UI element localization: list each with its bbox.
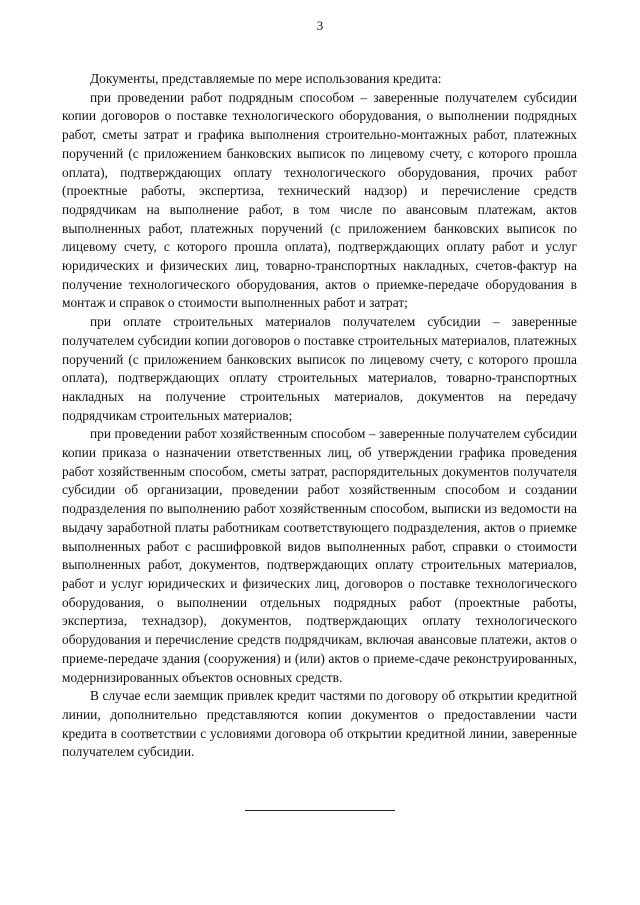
end-divider-line [245,810,395,811]
contractor-method-paragraph: при проведении работ подрядным способом – заверенные получателем субсидии копии договоров о поставке технологического оборудования, о выполнении подрядных работ, сметы затрат и графика выполнения строительно-монтажных работ, платежных поручений (с приложением банковских выписок по лицевому счету, с которого прошла оплата), подтверждающих оплату технологического оборудования, прочих работ (проектные работы, экспертиза, технический надзор) и перечисление средств подрядчикам на выполнение работ, в том числе по авансовым платежам, актов выполненных работ, платежных поручений (с приложением банковских выписок по лицевому счету, с которого прошла оплата), подтверждающих оплату работ и услуг юридических и физических лиц, товарно-транспортных накладных, счетов-фактур на получение технологического оборудования, актов о приемке-передаче оборудования в монтаж и справок о стоимости выполненных работ и затрат; [62,89,577,311]
page-number: 3 [316,18,324,33]
document-body [62,70,577,762]
in-house-method-paragraph: при проведении работ хозяйственным способом – заверенные получателем субсидии копии приказа о назначении ответственных лиц, об утверждении графика проведения работ хозяйственным способом, сметы затрат, распорядительных документов получателя субсидии об организации, проведении работ хозяйственным способом и создании подразделения по выполнению работ хозяйственным способом, выписки из ведомости на выдачу заработной платы работникам соответствующего подразделения, актов о приемке выполненных работ с расшифровкой видов выполненных работ, справки о стоимости выполненных работ, документов, подтверждающих оплату строительных материалов, работ и услуг юридических и физических лиц, договоров о поставке технологического оборудования, о выполнении отдельных подрядных работ (проектные работы, экспертиза, технадзор), документов, подтверждающих оплату технологического оборудования и перечисление средств подрядчикам, включая авансовые платежи, актов о приеме-передаче здания (сооружения) и (или) актов о приеме-сдаче реконструированных, модернизированных объектов основных средств. [62,426,577,685]
intro-paragraph: Документы, представляемые по мере использования кредита: [90,71,442,86]
credit-line-paragraph: В случае если заемщик привлек кредит частями по договору об открытии кредитной линии, дополнительно представляются копии документов о предоставлении части кредита в соответствии с условиями договора об открытии кредитной линии, заверенные получателем субсидии. [62,688,577,760]
building-materials-paragraph: при оплате строительных материалов получателем субсидии – заверенные получателем субсидии копии договоров о поставке строительных материалов, платежных поручений (с приложением банковских выписок по лицевому счету, с которого прошла оплата), подтверждающих оплату строительных материалов, товарно-транспортных накладных на получение строительных материалов, документов на передачу подрядчикам строительных материалов; [62,314,577,423]
